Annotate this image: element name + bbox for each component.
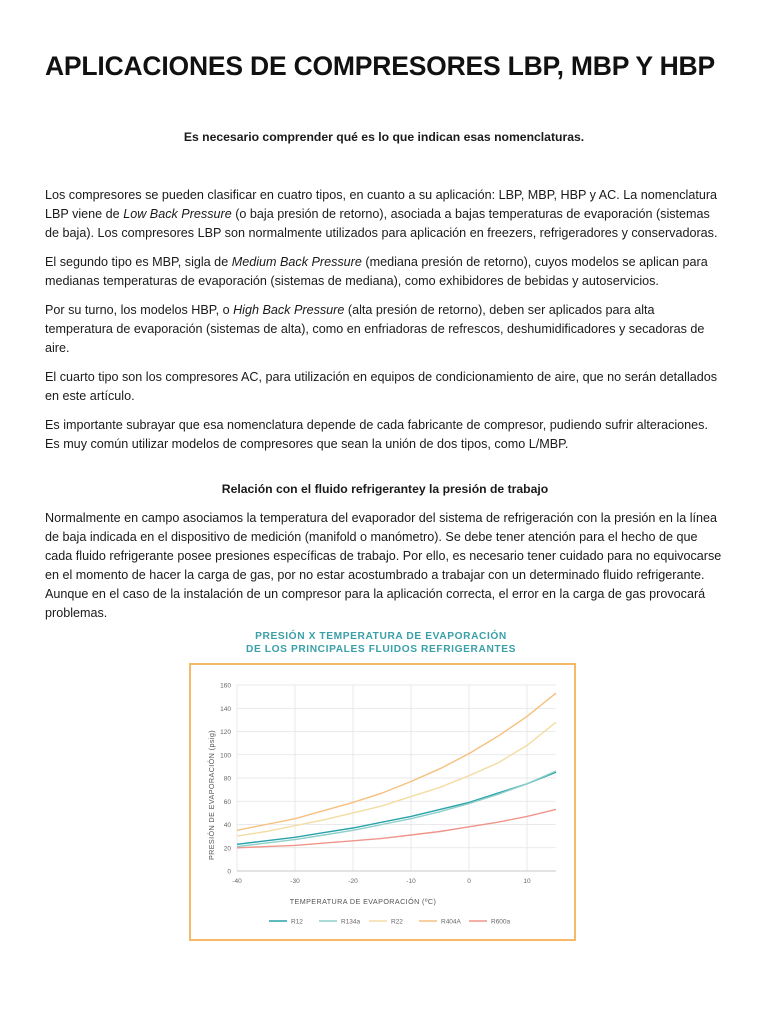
pressure-temperature-chart: [191, 665, 573, 938]
legend-label-r134a: R134a: [341, 918, 361, 926]
paragraph-3: Por su turno, los modelos HBP, o High Back Pressure (alta presión de retorno), deben ser aplicados para alta temperatura de evaporación (sistemas de alta), como en enfriadoras de refrescos, deshumidificadores y secadoras de aire.: [45, 303, 705, 355]
y-tick-label: 160: [220, 682, 231, 690]
page-subtitle: Es necesario comprender qué es lo que indican esas nomenclaturas.: [183, 130, 585, 144]
y-axis-label: PRESIÓN DE EVAPORACIÓN (psig): [207, 729, 216, 861]
legend-label-r12: R12: [291, 918, 303, 926]
series-line-r600a: [237, 809, 556, 847]
paragraph-5: Es importante subrayar que esa nomenclatura depende de cada fabricante de compresor, pudiendo sufrir alteraciones. Es muy común utilizar modelos de compresores que sean la unión de dos tipos, como L/MBP.: [45, 418, 708, 451]
series-line-r134a: [237, 771, 556, 847]
chart-frame: [189, 663, 576, 941]
y-tick-label: 60: [223, 798, 231, 806]
series-line-r12: [237, 772, 556, 844]
x-axis-label: TEMPERATURA DE EVAPORACIÓN (ºC): [289, 897, 437, 906]
x-tick-label: -20: [348, 878, 358, 885]
y-tick-label: 0: [227, 868, 231, 876]
legend-label-r600a: R600a: [491, 918, 511, 926]
article-body: [45, 186, 725, 633]
y-tick-label: 40: [223, 822, 231, 829]
paragraph-1: Los compresores se pueden clasificar en cuatro tipos, en cuanto a su aplicación: LBP, MBP, HBP y AC. La nomenclatura LBP viene de Low Back Pressure (o baja presión de retorno), asociada a bajas temperaturas de evaporación (sistemas de baja). Los compresores LBP son normalmente utilizados para aplicación en freezers, refrigeradores y conservadoras.: [45, 188, 718, 240]
x-tick-label: 10: [523, 878, 531, 885]
legend-label-r404a: R404A: [441, 918, 461, 926]
chart-legend: [269, 919, 511, 926]
paragraph-6: Normalmente en campo asociamos la temperatura del evaporador del sistema de refrigeración con la presión en la línea de baja indicada en el dispositivo de medición (manifold o manómetro). Se debe tener atención para el hecho de que cada fluido refrigerante posee presiones específicas de trabajo. Por ello, es necesario tener cuidado para no equivocarse en el momento de hacer la carga de gas, por no estar acostumbrado a trabajar con un determinado fluido refrigerante. Aunque en el caso de la instalación de un compresor para la aplicación correcta, el error en la carga de gas provocará problemas.: [45, 511, 722, 620]
paragraph-2: El segundo tipo es MBP, sigla de Medium Back Pressure (mediana presión de retorno), cuyos modelos se aplican para medianas temperaturas de evaporación (sistemas de mediana), como exhibidores de bebidas y autoservicios.: [45, 255, 708, 288]
section-title: Relación con el fluido refrigerantey la presión de trabajo: [221, 482, 549, 496]
chart-axes: [220, 683, 556, 886]
chart-grid: [237, 685, 556, 871]
x-tick-label: -10: [406, 878, 416, 885]
y-tick-label: 100: [220, 752, 231, 760]
y-tick-label: 120: [220, 729, 231, 736]
legend-label-r22: R22: [391, 918, 403, 926]
chart-title-line-2: DE LOS PRINCIPALES FLUIDOS REFRIGERANTES: [245, 644, 517, 655]
paragraph-4: El cuarto tipo son los compresores AC, para utilización en equipos de condicionamiento de aire, que no serán detallados en este artículo.: [45, 370, 718, 403]
y-tick-label: 140: [220, 705, 231, 713]
x-tick-label: 0: [467, 878, 471, 885]
x-tick-label: -30: [290, 878, 300, 885]
chart-title-line-1: PRESIÓN X TEMPERATURA DE EVAPORACIÓN: [255, 631, 507, 642]
y-tick-label: 80: [223, 775, 231, 783]
chart-title: [0, 630, 762, 656]
series-line-r404a: [237, 693, 556, 830]
y-tick-label: 20: [223, 845, 231, 853]
page-title: APLICACIONES DE COMPRESORES LBP, MBP Y HBP: [45, 51, 715, 81]
x-tick-label: -40: [232, 878, 242, 885]
